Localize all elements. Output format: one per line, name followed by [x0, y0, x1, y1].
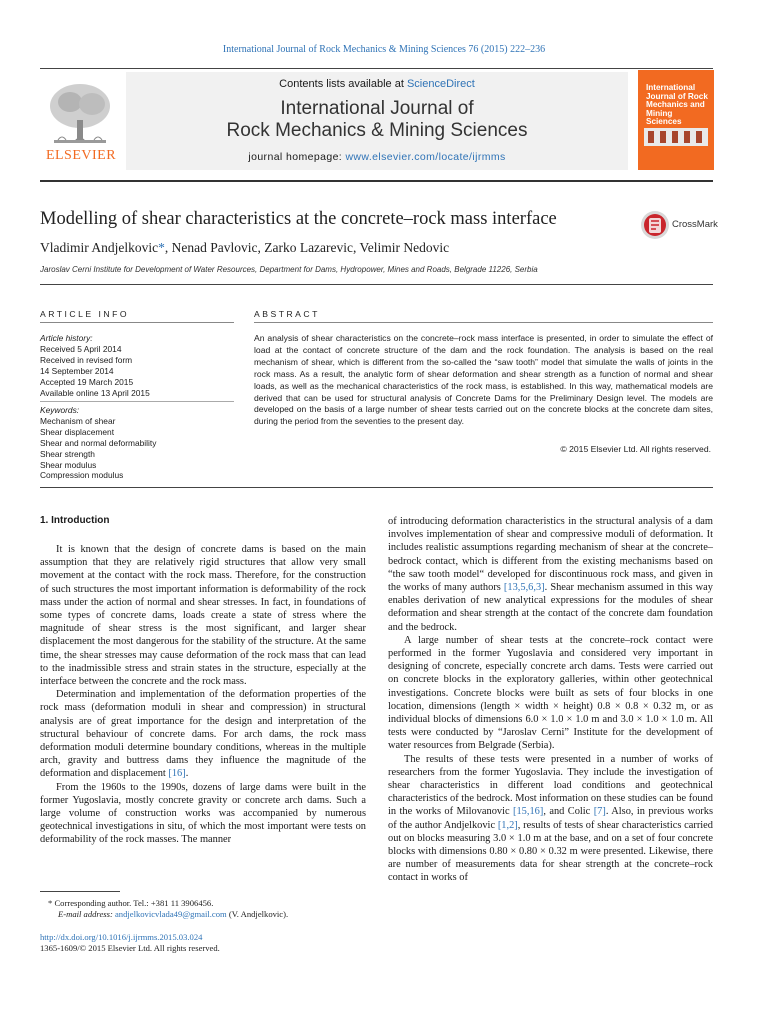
article-history: Article history: Received 5 April 2014 Received in revised form 14 September 2014 Accepted 19 March 2015 Available online 13 April 2015: [40, 333, 150, 398]
article-info-heading: ARTICLE INFO: [40, 309, 130, 319]
corresponding-author: * Corresponding author. Tel.: +381 11 3906456.: [48, 898, 214, 908]
cover-photo: [648, 131, 654, 143]
journal-homepage: journal homepage: www.elsevier.com/locate/ijrmms: [248, 151, 506, 163]
citation-link[interactable]: [15,16]: [513, 806, 544, 818]
info-divider: [40, 401, 234, 402]
contents-line: Contents lists available at ScienceDirect: [279, 78, 475, 90]
author-corresponding: Vladimir Andjelkovic: [40, 240, 159, 255]
cover-photo: [684, 131, 690, 143]
crossmark-badge[interactable]: [640, 210, 718, 240]
doi-link[interactable]: http://dx.doi.org/10.1016/j.ijrmms.2015.03.024: [40, 932, 203, 942]
keywords: Keywords: Mechanism of shear Shear displacement Shear and normal deformability Shear strength Shear modulus Compression modulus: [40, 405, 157, 481]
right-column: [388, 515, 713, 885]
info-rule: [40, 322, 234, 323]
cover-photo: [696, 131, 702, 143]
publisher-wordmark: ELSEVIER: [45, 148, 117, 163]
paragraph: It is known that the design of concrete dams is based on the main assumption that they are relatively rigid structures that allow very small movement at the contact with the rock mass. Therefore, for the construction of such structures the most important information is deformability of the rock mass under the action of normal and shear stresses. In fact, in foundations of some types of concrete dams, loads create a state of stress where the magnitude of shear stress is the most significant, and larger shear displacement the most dangerous for the stability of the structure. At the same time, the shear stresses may cause deformation of the rock mass that can lead to the inadmissible stress and strain states in the structure, especially at the interface between the concrete and the rock mass.: [40, 544, 366, 688]
footnote-rule: [40, 891, 120, 892]
affiliation: Jaroslav Cerni Institute for Development of Water Resources, Department for Dams, Hydropower, Mines and Roads, Belgrade 11226, Serbia: [40, 265, 538, 274]
footnote: * Corresponding author. Tel.: +381 11 3906456. E-mail address: andjelkovicvlada49@gmail.com (V. Andjelkovic).: [48, 898, 368, 920]
publication-info: [40, 932, 370, 954]
copyright: © 2015 Elsevier Ltd. All rights reserved.: [560, 444, 711, 454]
cover-photo: [660, 131, 666, 143]
title-bottom-rule: [40, 284, 713, 285]
journal-title: International Journal of Rock Mechanics & Mining Sciences: [226, 98, 528, 141]
crossmark-label: CrossMark: [672, 219, 718, 230]
paragraph: of introducing deformation characteristics in the structural analysis of a dam involves implementation of shear and compressive moduli of deformation. It includes realistic assumptions regarding mechanism of shear at the concrete–bedrock contact, which is different from the existing mechanisms based on “the saw tooth model“ developed for discontinuous rock mass, and given in the works of many authors [13,5,6,3]. Shear mechanism assumed in this way enables derivation of new analytical expressions for the modules of shear deformation and shear strength at the contact of the concrete dam foundation and the bedrock.: [388, 516, 713, 633]
sciencedirect-link[interactable]: ScienceDirect: [406, 78, 475, 90]
cover-title: International Journal of Rock Mechanics and Mining Sciences: [646, 83, 708, 126]
citation-link[interactable]: [1,2]: [497, 819, 518, 831]
paragraph: The results of these tests were presented in a number of works of researchers from the former Yugoslavia. They include the investigation of shear characteristics in different load conditions and geotechnical characteristics of the bedrock. Most information on these studies can be found in the works of Milovanovic [15,16], and Colic [7]. Also, in previous works of the author Andjelkovic [1,2], results of tests of shear characteristics carried out on blocks measuring 3.0 × 1.0 m at the base, and on a set of four concrete blocks with dimensions 0.80 × 0.80 × 0.32 m were presented. Likewise, there are number of measurements data for shear strength at the concrete–rock contact in works of: [388, 753, 714, 884]
paragraph: A large number of shear tests at the concrete–rock contact were performed in the former Yugoslavia and considered very important in designing of concrete, especially concrete arch dams. Tests were carried out on concrete blocks in the exploratory galleries, within other geotechnical investigations. Concrete blocks were built as sets of four blocks in one location, dimensions (length × width × height) 0.8 × 0.8 × 0.32 m, or as individual blocks of dimensions 6.0 × 1.0 × 1.0 m and 3.0 × 1.0 × 1.0 m. All tests were conducted by “Jaroslav Cerni” Institute for the development of water resources from Belgrade (Serbia).: [388, 634, 713, 752]
email-link[interactable]: andjelkovicvlada49@gmail.com: [114, 909, 227, 919]
paragraph: From the 1960s to the 1990s, dozens of large dams were built in the former Yugoslavia, mostly concrete gravity or concrete arch dams. Such a large volume of construction works was accompanied by numerous geotechnical investigations in situ, of which the most important were tests on deformability of the rock masses. The manner: [40, 781, 366, 846]
cover-photo: [672, 131, 678, 143]
body-top-rule: [40, 487, 713, 488]
homepage-link[interactable]: www.elsevier.com/locate/ijrmms: [345, 151, 506, 163]
section-heading: 1. Introduction: [40, 515, 110, 526]
paragraph: Determination and implementation of the deformation properties of the rock mass (deformation moduli in shear and compression) in structural analysis are of great importance for the design and interpretation of the structural behaviour of concrete dams. For arch dams, the rock mass deformation moduli determine boundary conditions, whereas in the multiple arch, gravity and buttress dams they influence the magnitude of the deformation and displacement [16].: [40, 689, 366, 780]
citation-link[interactable]: [16]: [168, 768, 186, 780]
journal-cover[interactable]: [638, 70, 714, 170]
citation-link[interactable]: [13,5,6,3]: [503, 582, 545, 594]
abstract-text: An analysis of shear characteristics on the concrete–rock mass interface is presented, in order to simulate the effect of load at the contact of concrete structure of the dam and the rock foundation. The analysis is based on the real mechanism of shear, which is different from the so-called the “saw tooth” model that simulate the walls of joints in the rock mass. As a result, the analytic form of shear deformation and shear strength as a function of normal and shear loads, as well as the mechanical characteristics of the rock mass, is established. In this way, mathematical models are derived that can be used for structural analysis of Concrete Dams for the Preliminary Design level. The models are developed on the basis of a large number of shear tests carried out on the concrete blocks at the concrete dam sites, during the period from the seventies to the present day.: [254, 333, 713, 427]
header-bottom-rule: [40, 180, 713, 182]
crossmark-icon: [640, 210, 670, 240]
journal-reference[interactable]: International Journal of Rock Mechanics & Mining Sciences 76 (2015) 222–236: [222, 44, 546, 55]
abstract-rule: [254, 322, 713, 323]
abstract-heading: ABSTRACT: [254, 309, 320, 319]
article-title: Modelling of shear characteristics at the concrete–rock mass interface: [40, 209, 557, 229]
citation-link[interactable]: [7]: [593, 806, 606, 818]
issn-line: 1365-1609/© 2015 Elsevier Ltd. All rights reserved.: [40, 943, 220, 953]
author-list: Vladimir Andjelkovic*, Nenad Pavlovic, Zarko Lazarevic, Velimir Nedovic: [40, 240, 450, 255]
corresponding-mark[interactable]: *: [158, 240, 165, 255]
left-column: [40, 543, 366, 847]
header-top-rule: [40, 68, 713, 69]
